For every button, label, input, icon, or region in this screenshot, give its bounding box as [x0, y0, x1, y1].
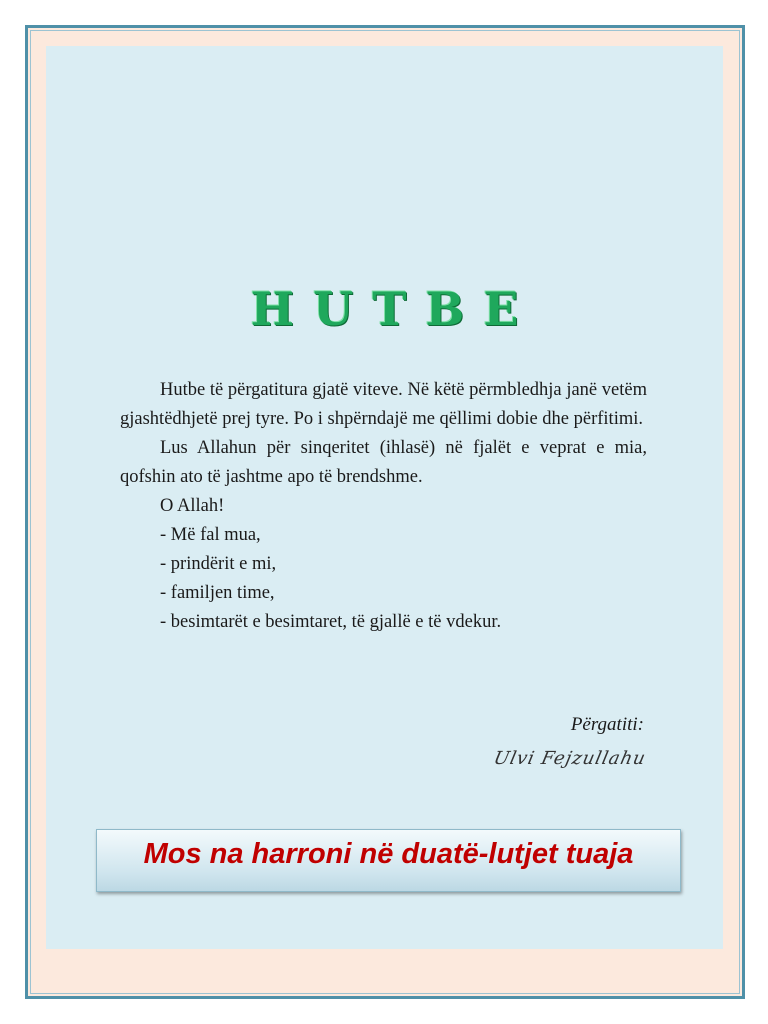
prayer-paragraph: Lus Allahun për sinqeritet (ihlasë) në fjalët e veprat e mia, qofshin ato të jashtme apo të brendshme. [120, 438, 647, 487]
list-item: - Më fal mua, [160, 525, 261, 545]
prepared-by-label: Përgatiti: [570, 714, 644, 735]
list-item: - prindërit e mi, [160, 554, 277, 574]
reminder-banner [96, 829, 681, 892]
invocation-line: O Allah! [160, 496, 225, 516]
list-item: - familjen time, [160, 583, 275, 603]
intro-paragraph: Hutbe të përgatitura gjatë viteve. Në këtë përmbledhja janë vetëm gjashtëdhjetë prej tyre. Po i shpërndajë me qëllimi dobie dhe përfitimi. [120, 380, 647, 429]
document-title: HUTBE [250, 282, 538, 336]
cover-panel [46, 46, 723, 949]
list-item: - besimtarët e besimtaret, të gjallë e të vdekur. [160, 612, 502, 632]
author-signature: Ulvi Fejzullahu [491, 748, 649, 769]
intro-text [120, 376, 647, 637]
banner-text: Mos na harroni në duatë-lutjet tuaja [143, 838, 634, 870]
